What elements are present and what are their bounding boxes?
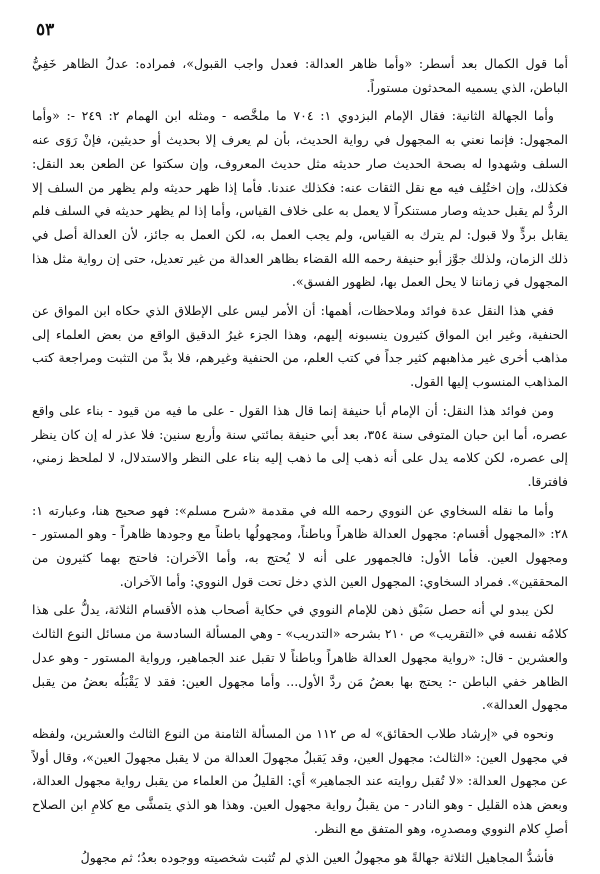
paragraph: ومن فوائد هذا النقل: أن الإمام أبا حنيفة إنما قال هذا القول - على ما فيه من قيود - بناء على واقع عصره، أما ابن حبان المتوفى سنة ٣٥٤، بعد أبي حنيفة بمائتي سنة وأربع سنين: فلا عذر له إن كان ينظر إلى عصره، لكن كلامه يدل على أنه ذهب إلى ما ذهب إليه بناء على النظر والاستدلال، لا لملحظ زمني، فافترقا. [32, 402, 568, 489]
paragraph: ففي هذا النقل عدة فوائد وملاحظات، أهمها: أن الأمر ليس على الإطلاق الذي حكاه ابن المواق عن الحنفية، وغير ابن المواق كثيرون ينسبونه إليهم، وهذا الجزء غيرُ الدقيق الواقع من بعض العلماء إلى مذاهب أخرى غير مذاهبهم كثير جداً في كتب العلم، من الحنفية وغيرهم، فلا بدَّ من التثبت ومراجعة كتب المذاهب المنسوب إليها القول. [32, 303, 568, 390]
paragraph: وأما الجهالة الثانية: فقال الإمام البزدوي ١: ٧٠٤ ما ملخَّصه - ومثله ابن الهمام ٢: ٢٤٩ -: «وأما المجهول: فإنما نعني به المجهول في رواية الحديث، بأن لم يعرف إلا بحديث أو حديثين، فإنْ رَوَى عنه السلف وشهدوا له بصحة الحديث صار حديثه مثل حديث المعروف، وإن سكتوا عن الطعن بعد النقل: فكذلك، وإن اختُلِف فيه مع نقل الثقات عنه: فكذلك عندنا. فأما إذا ظهر حديثه ولم يظهر من السلف إلا الردُّ لم يقبل حديثه وصار مستنكراً لا يعمل به على خلاف القياس، وأما إذا لم يظهر حديثه في السلف فلم يقابل بردٍّ ولا قبول: لم يترك به القياس، ولم يجب العمل به، لكن العمل به جائز، لأن العدالة أصل في ذلك الزمان، ولذلك جوَّز أبو حنيفة رحمه الله القضاء بظاهر العدالة من غير تعديل، حتى إن رواية مثل هذا المجهول في زماننا لا يحل العمل بها، لظهور الفسق». [32, 108, 568, 290]
paragraph: أما قول الكمال بعد أسطر: «وأما ظاهر العدالة: فعدل واجب القبول»، فمراده: عدلُ الظاهر خَفِيُّ الباطن، الذي يسميه المحدثون مستوراً. [32, 56, 568, 95]
page-body [32, 52, 568, 874]
paragraph: ونحوه في «إرشاد طلاب الحقائق» له ص ١١٢ من المسألة الثامنة من النوع الثالث والعشرين، ولفظه في مجهول العين: «الثالث: مجهول العين، وقد يَقبلُ مجهولَ العدالة من لا يقبل مجهولَ العين»، وقال أولاً عن مجهول العدالة: «لا تُقبل روايته عند الجماهير» أي: القليلُ من العلماء من يقبل رواية مجهول العدالة، وبعض هذه القليل - وهو النادر - من يقبلُ رواية مجهول العين. وهذا هو الذي يتمشَّى مع كلامِ ابن الصلاح أصلِ كلام النووي ومصدرِه، وهو المتفق مع النظر. [32, 725, 568, 836]
paragraph: فأشدُّ المجاهيل الثلاثة جهالةً هو مجهولُ العين الذي لم تُثبت شخصيته ووجوده بعدُ؛ ثم مجهولُ [80, 849, 554, 865]
page-number: ٥٣ [36, 20, 55, 40]
paragraph: لكن يبدو لي أنه حصل سَبْق ذهن للإمام النووي في حكاية أصحاب هذه الأقسام الثلاثة، يدلُّ على هذا كلامُه نفسه في «التقريب» ص ٢١٠ بشرحه «التدريب» - وهي المسألة السادسة من مسائل النوع الثالث والعشرين - قال: «رواية مجهول العدالة ظاهراً وباطناً لا تقبل عند الجماهير، ورواية المستور - وهو عدل الظاهر خفي الباطن -: يحتج بها بعضُ مَن ردَّ الأول... وأما مجهول العين: فقد لا يَقْبَلُه بعضُ من يقبل مجهول العدالة». [32, 602, 568, 713]
paragraph: وأما ما نقله السخاوي عن النووي رحمه الله في مقدمة «شرح مسلم»: فهو صحيح هنا، وعبارته ١: ٢٨: «المجهول أقسام: مجهول العدالة ظاهراً وباطناً، ومجهولُها باطناً مع وجودها ظاهراً - وهو المستور - ومجهول العين. فأما الأول: فالجمهور على أنه لا يُحتج به، وأما الآخران: فاحتج بهما كثيرون من المحققين». فمراد السخاوي: المجهول العين الذي دخل تحت قول النووي: وأما الآخران. [32, 502, 568, 589]
